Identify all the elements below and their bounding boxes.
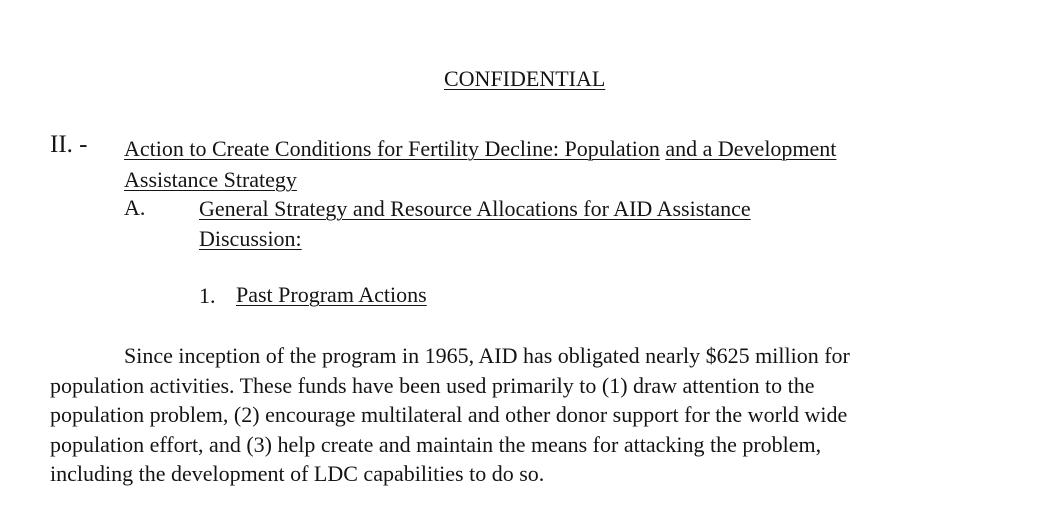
subsection-title <box>199 194 899 254</box>
section-number: II. - <box>50 131 88 158</box>
paragraph-line: population activities. These funds have been used primarily to (1) draw attention to the <box>50 372 815 398</box>
subsection-title-line2: Discussion: <box>199 226 302 251</box>
subsection-title-line1: General Strategy and Resource Allocations for AID Assistance <box>199 196 751 221</box>
section-title-line1-part1: Action to Create Conditions for Fertility Decline: Population <box>124 136 660 161</box>
body-paragraph <box>50 341 990 489</box>
section-title-line1-part2: and a Development <box>665 136 837 161</box>
item-title: Past Program Actions <box>236 282 427 307</box>
item-number: 1. <box>199 283 216 308</box>
paragraph-line: Since inception of the program in 1965, AID has obligated nearly $625 million for <box>124 343 850 368</box>
paragraph-line: population effort, and (3) help create and maintain the means for attacking the problem, <box>50 431 822 457</box>
paragraph-line: including the development of LDC capabilities to do so. <box>50 461 545 486</box>
section-title-line2: Assistance Strategy <box>124 167 297 192</box>
classification-heading: CONFIDENTIAL <box>444 66 606 91</box>
paragraph-line: population problem, (2) encourage multilateral and other donor support for the world wide <box>50 402 848 427</box>
subsection-letter: A. <box>124 195 146 220</box>
section-title <box>124 133 944 195</box>
